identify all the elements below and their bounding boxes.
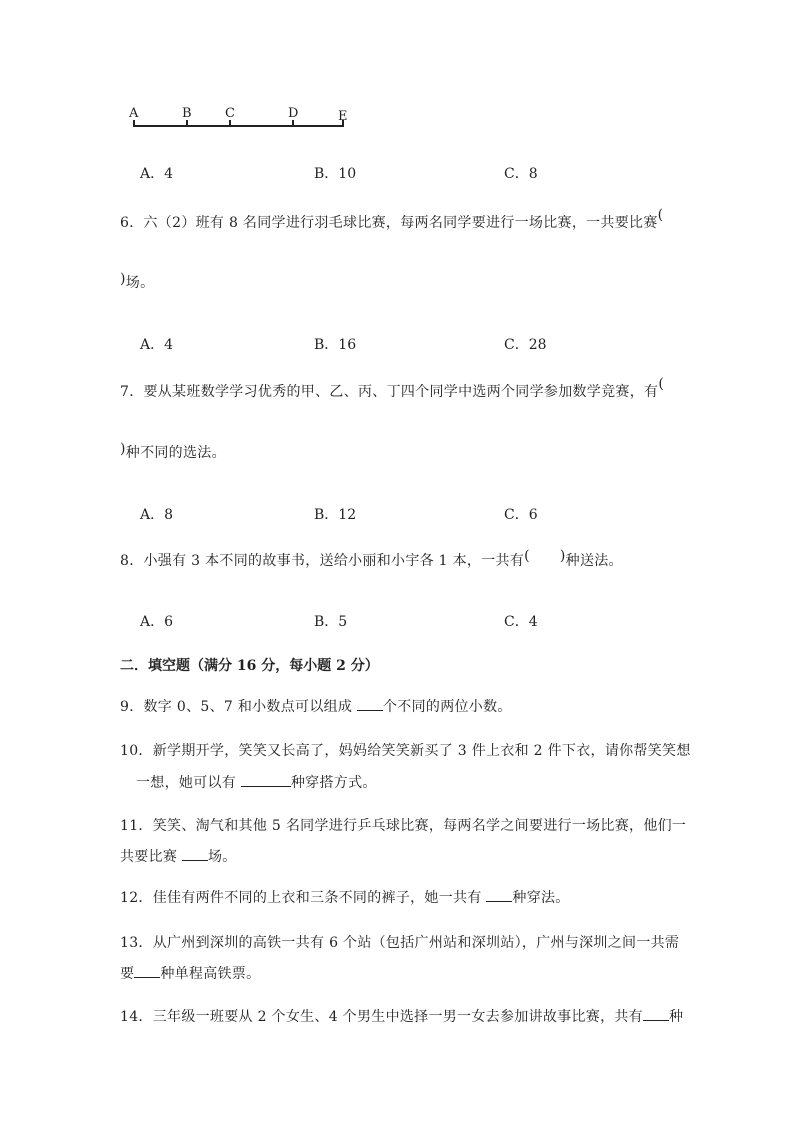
question-12-text: 12．佳佳有两件不同的上衣和三条不同的裤子，她一共有 xyxy=(120,890,482,906)
point-label-b: B xyxy=(182,106,192,121)
q7-paren-close: ) xyxy=(120,441,126,457)
question-9-suffix: 个不同的两位小数。 xyxy=(383,699,512,715)
line-segment-diagram xyxy=(124,100,364,140)
question-13-line1: 13．从广州到深圳的高铁一共有 6 个站（包括广州站和深圳站），广州与深圳之间一共需 xyxy=(120,935,680,951)
section-2-heading: 二．填空题（满分 16 分，每小题 2 分） xyxy=(120,658,379,674)
question-11-text: 共要比赛 xyxy=(120,849,178,865)
q8-paren-close: ) xyxy=(559,548,566,564)
point-label-c: C xyxy=(225,106,235,121)
question-7-text: 7．要从某班数学学习优秀的甲、乙、丙、丁四个同学中选两个同学参加数学竞赛，有 xyxy=(120,384,659,400)
question-6-line1 xyxy=(120,207,664,232)
question-14-suffix: 种 xyxy=(668,1009,684,1025)
question-10-line1: 10．新学期开学，笑笑又长高了，妈妈给笑笑新买了 3 件上衣和 2 件下衣，请你帮笑笑想 xyxy=(120,743,691,759)
question-8 xyxy=(120,550,623,570)
q5-option-a[interactable]: A．4 xyxy=(140,166,174,182)
question-13-line2 xyxy=(120,963,260,983)
q8-option-a[interactable]: A．6 xyxy=(140,614,174,630)
q7-option-b[interactable]: B．12 xyxy=(314,507,357,523)
q6-option-b[interactable]: B．16 xyxy=(314,337,357,353)
question-13-suffix: 种单程高铁票。 xyxy=(160,966,261,982)
q10-answer-blank[interactable] xyxy=(241,786,291,787)
question-8-text: 8．小强有 3 本不同的故事书，送给小丽和小宇各 1 本，一共有 xyxy=(120,553,525,569)
question-12-suffix: 种穿法。 xyxy=(512,890,570,906)
q9-answer-blank[interactable] xyxy=(357,710,383,711)
question-6-suffix: 场。 xyxy=(125,275,155,291)
q8-option-c[interactable]: C．4 xyxy=(504,614,538,630)
q6-paren-open: ( xyxy=(657,207,664,223)
question-6-text: 6．六（2）班有 8 名同学进行羽毛球比赛，每两名同学要进行一场比赛，一共要比赛 xyxy=(120,215,658,231)
q11-answer-blank[interactable] xyxy=(182,860,208,861)
point-label-a: A xyxy=(129,106,139,121)
question-10-suffix: 种穿搭方式。 xyxy=(290,775,377,791)
question-11-line2 xyxy=(120,846,237,866)
q6-option-c[interactable]: C．28 xyxy=(504,337,547,353)
question-11-suffix: 场。 xyxy=(207,849,237,865)
question-13-text: 要 xyxy=(120,966,135,982)
q13-answer-blank[interactable] xyxy=(134,977,160,978)
q8-paren-open: ( xyxy=(524,548,530,564)
question-7-line1 xyxy=(120,376,665,401)
question-8-suffix: 种送法。 xyxy=(565,553,623,569)
question-14-text: 14．三年级一班要从 2 个女生、4 个男生中选择一男一女去参加讲故事比赛，共有 xyxy=(120,1009,643,1025)
q7-option-c[interactable]: C．6 xyxy=(504,507,538,523)
question-10-line2 xyxy=(136,772,377,792)
question-6-line2 xyxy=(120,272,154,292)
q6-paren-close: ) xyxy=(120,271,126,287)
point-label-d: D xyxy=(288,106,299,121)
question-9 xyxy=(120,696,512,716)
q7-option-a[interactable]: A．8 xyxy=(140,507,174,523)
q5-option-b[interactable]: B．10 xyxy=(314,166,357,182)
question-12 xyxy=(120,887,570,907)
question-11-line1: 11．笑笑、淘气和其他 5 名同学进行乒乓球比赛，每两名学之间要进行一场比赛，他们一 xyxy=(120,818,687,834)
question-7-suffix: 种不同的选法。 xyxy=(125,445,226,461)
question-14 xyxy=(120,1006,683,1026)
point-label-e: E xyxy=(338,109,348,124)
q12-answer-blank[interactable] xyxy=(486,901,512,902)
q6-option-a[interactable]: A．4 xyxy=(140,337,174,353)
question-7-line2 xyxy=(120,442,226,462)
q5-option-c[interactable]: C．8 xyxy=(504,166,538,182)
question-9-text: 9．数字 0、5、7 和小数点可以组成 xyxy=(120,699,353,715)
question-10-text: 一想，她可以有 xyxy=(136,775,237,791)
q7-paren-open: ( xyxy=(658,376,665,392)
q14-answer-blank[interactable] xyxy=(643,1020,669,1021)
q8-option-b[interactable]: B．5 xyxy=(314,614,348,630)
